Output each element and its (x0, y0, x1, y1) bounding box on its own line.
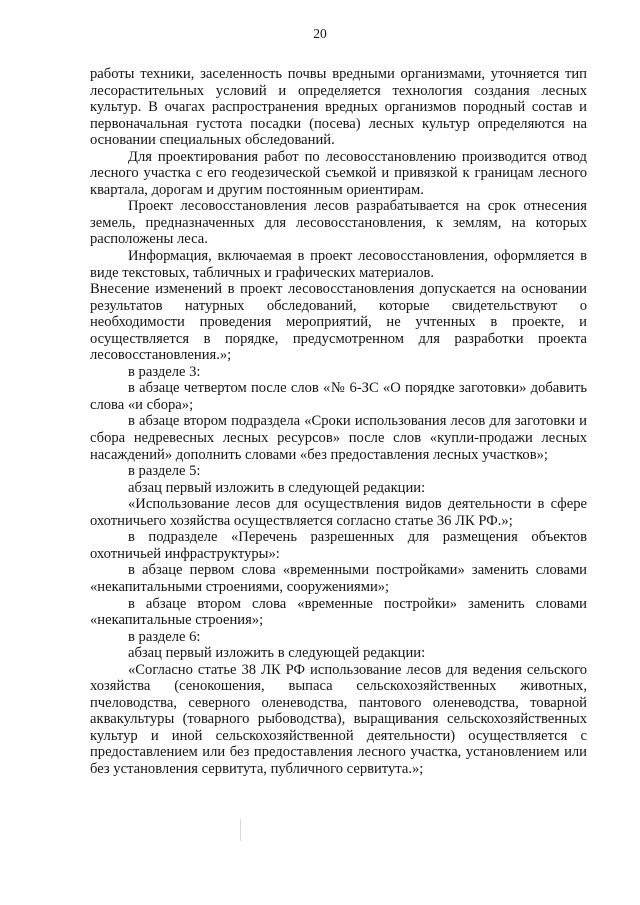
paragraph-section-3-second-abzac: в абзаце втором подраздела «Сроки использования лесов для заготовки и сбора недревесных лесных ресурсов» после слов «купли-продажи лесных насаждений» дополнить словами «без предоставления лесных участков»; (90, 413, 587, 463)
section-5-heading: в разделе 5: (128, 463, 201, 480)
paragraph-first-abzac-replace: в абзаце первом слова «временными постройками» заменить словами «некапитальными строениями, сооружениями»; (90, 562, 587, 595)
paragraph-hunting-infrastructure: в подразделе «Перечень разрешенных для размещения объектов охотничьей инфраструктуры»: (90, 529, 587, 562)
scan-artifact-line (240, 819, 241, 841)
section-6-heading: в разделе 6: (128, 628, 201, 645)
paragraph-plot-allocation: Для проектирования работ по лесовосстановлению производится отвод лесного участка с его геодезической съемкой и привязкой к границам лесного квартала, дорогам и другим постоянным ориентирам. (90, 148, 587, 198)
page-number: 20 (313, 26, 327, 41)
paragraph-project-materials: Информация, включаемая в проект лесовосстановления, оформляется в виде текстовых, табличных и графических материалов. (90, 248, 587, 281)
paragraph-section-3-fourth-abzac: в абзаце четвертом после слов «№ 6-ЗС «О порядке заготовки» добавить слова «и сбора»; (90, 380, 587, 413)
paragraph-hunting-economy: «Использование лесов для осуществления видов деятельности в сфере охотничьего хозяйства осуществляется согласно статье 36 ЛК РФ.»; (90, 496, 587, 529)
paragraph-agriculture-use: «Согласно статье 38 ЛК РФ использование лесов для ведения сельского хозяйства (сенокошения, выпаса сельскохозяйственных животных, пчеловодства, северного оленеводства, пантового оленеводства, товарной аквакультуры (товарного рыбоводства), выращивания сельскохозяйственных культур и иной сельскохозяйственной деятельности) осуществляется с предоставлением или без предоставления лесного участка, установлением или без установления сервитута, публичного сервитута.»; (90, 661, 587, 777)
paragraph-section-5-first-abzac-intro: абзац первый изложить в следующей редакции: (128, 479, 426, 496)
document-body (90, 66, 587, 778)
paragraph-project-term: Проект лесовосстановления лесов разрабатывается на срок отнесения земель, предназначенных для лесовосстановления, к землям, на которых расположены леса. (90, 198, 587, 248)
paragraph-soil-conditions: работы техники, заселенность почвы вредными организмами, уточняется тип лесорастительных условий и определяется технология создания лесных культур. В очагах распространения вредных организмов породный состав и первоначальная густота посадки (посева) лесных культур определяются на основании специальных обследований. (90, 66, 587, 149)
paragraph-second-abzac-replace: в абзаце втором слова «временные постройки» заменить словами «некапитальные строения»; (90, 595, 587, 629)
paragraph-project-amendments: Внесение изменений в проект лесовосстановления допускается на основании результатов натурных обследований, которые свидетельствуют о необходимости проведения мероприятий, не учтенных в проекте, и осуществляется в порядке, предусмотренном для разработки проекта лесовосстановления.»; (90, 281, 587, 364)
section-3-heading: в разделе 3: (128, 363, 201, 380)
paragraph-section-6-first-abzac-intro: абзац первый изложить в следующей редакции: (128, 645, 426, 662)
